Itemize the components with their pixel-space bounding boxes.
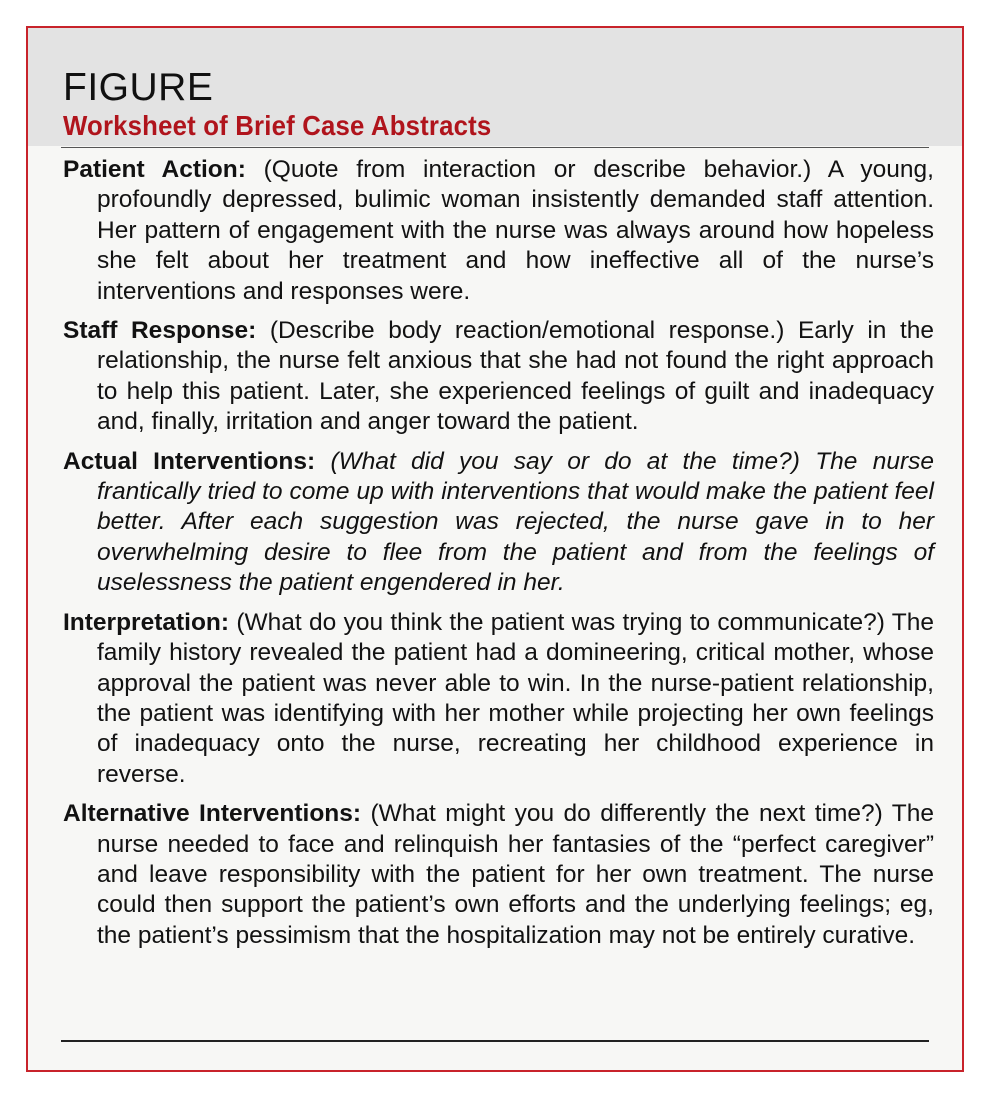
entry-heading: Actual Interventions:	[63, 447, 316, 475]
figure-title: Worksheet of Brief Case Abstracts	[63, 110, 492, 141]
worksheet-body	[63, 155, 934, 960]
entry-interpretation	[63, 608, 934, 790]
entry-heading: Alternative Interventions:	[63, 800, 362, 828]
bottom-divider	[61, 1040, 929, 1042]
entry-prompt: (What do you think the patient was trying to communicate?)	[236, 608, 885, 636]
top-divider	[61, 147, 929, 148]
entry-heading: Staff Response:	[63, 317, 257, 345]
entry-actual-interventions	[63, 447, 934, 599]
entry-text: The nurse frantically tried to come up with interventions that would make the patient feel better. After each suggestion was rejected, the nurse gave in to her overwhelming desire to flee from the patient and from the feelings of uselessness the patient engendered in her.	[97, 447, 935, 597]
figure-label: FIGURE	[63, 66, 214, 109]
entry-text: The nurse needed to face and relinquish her fantasies of the “perfect caregiver” and leave responsibility with the patient for her own treatment. The nurse could then support the patient’s own efforts and the underlying feelings; eg, the patient’s pessimism that the hospitalization may not be entirely curative.	[97, 800, 934, 949]
entry-staff-response	[63, 316, 934, 438]
entry-prompt: (Describe body reaction/emotional response.)	[269, 317, 785, 345]
entry-prompt: (What might you do differently the next time?)	[370, 800, 883, 828]
entry-text: The family history revealed the patient had a domineering, critical mother, whose approval the patient was never able to win. In the nurse-patient relationship, the patient was identifying with her mother while projecting her own feelings of inadequacy onto the nurse, recreating her childhood experience in reverse.	[97, 608, 934, 788]
entry-heading: Patient Action:	[63, 156, 246, 183]
entry-heading: Interpretation:	[63, 608, 230, 636]
entry-prompt: (What did you say or do at the time?)	[330, 447, 800, 475]
figure-header	[28, 28, 962, 146]
entry-patient-action	[63, 155, 934, 307]
entry-text: A young, profoundly depressed, bulimic woman insistently demanded staff attention. Her pattern of engagement with the nurse was always around how hopeless she felt about her treatment and how ineffective all of the nurse’s interventions and responses were.	[97, 156, 934, 305]
entry-text: Early in the relationship, the nurse felt anxious that she had not found the right approach to help this patient. Later, she experienced feelings of guilt and inadequacy and, finally, irritation and anger toward the patient.	[97, 317, 935, 436]
figure-frame	[26, 26, 964, 1072]
entry-alternative-interventions	[63, 799, 934, 951]
entry-prompt: (Quote from interaction or describe behavior.)	[263, 156, 812, 183]
